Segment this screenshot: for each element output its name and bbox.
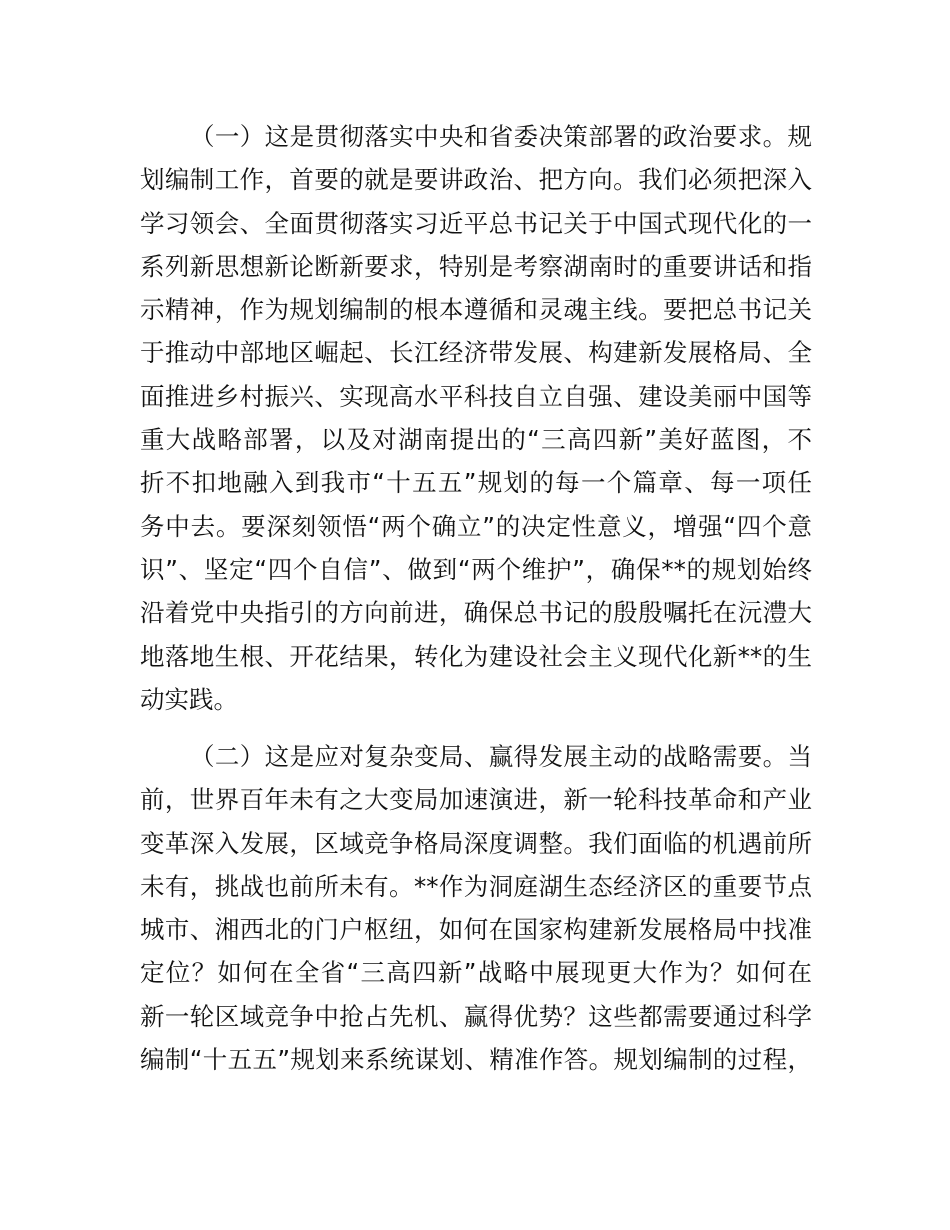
text-line: 前，世界百年未有之大变局加速演进，新一轮科技革命和产业 — [140, 785, 812, 815]
text-line: （二）这是应对复杂变局、赢得发展主动的战略需要。当 — [190, 742, 812, 771]
text-line: 变革深入发展，区域竞争格局深度调整。我们面临的机遇前所 — [140, 828, 812, 858]
text-line: 折不扣地融入到我市“十五五”规划的每一个篇章、每一项任 — [140, 468, 812, 498]
text-line: 新一轮区域竞争中抢占先机、赢得优势？这些都需要通过科学 — [140, 1001, 812, 1031]
text-line: 系列新思想新论断新要求，特别是考察湖南时的重要讲话和指 — [140, 251, 812, 281]
text-line: 编制“十五五”规划来系统谋划、精准作答。规划编制的过程， — [140, 1045, 812, 1075]
text-line: 务中去。要深刻领悟“两个确立”的决定性意义，增强“四个意 — [140, 511, 812, 541]
text-line: 于推动中部地区崛起、长江经济带发展、构建新发展格局、全 — [140, 338, 812, 368]
text-line: （一）这是贯彻落实中央和省委决策部署的政治要求。规 — [190, 122, 812, 151]
text-line: 面推进乡村振兴、实现高水平科技自立自强、建设美丽中国等 — [140, 381, 812, 411]
text-line: 学习领会、全面贯彻落实习近平总书记关于中国式现代化的一 — [140, 208, 812, 238]
text-line: 划编制工作，首要的就是要讲政治、把方向。我们必须把深入 — [140, 165, 812, 195]
paragraph-strategic-need — [140, 735, 812, 1081]
text-line: 动实践。 — [140, 684, 238, 714]
text-line: 未有，挑战也前所未有。**作为洞庭湖生态经济区的重要节点 — [140, 871, 812, 901]
paragraph-political-requirement — [140, 115, 812, 721]
text-line: 沿着党中央指引的方向前进，确保总书记的殷殷嘱托在沅澧大 — [140, 598, 812, 628]
text-line: 定位？如何在全省“三高四新”战略中展现更大作为？如何在 — [140, 958, 812, 988]
text-line: 示精神，作为规划编制的根本遵循和灵魂主线。要把总书记关 — [140, 295, 812, 325]
text-line: 地落地生根、开花结果，转化为建设社会主义现代化新**的生 — [140, 641, 812, 671]
text-line: 识”、坚定“四个自信”、做到“两个维护”，确保**的规划始终 — [140, 554, 812, 584]
text-line: 重大战略部署，以及对湖南提出的“三高四新”美好蓝图，不 — [140, 425, 812, 455]
text-line: 城市、湘西北的门户枢纽，如何在国家构建新发展格局中找准 — [140, 915, 812, 945]
